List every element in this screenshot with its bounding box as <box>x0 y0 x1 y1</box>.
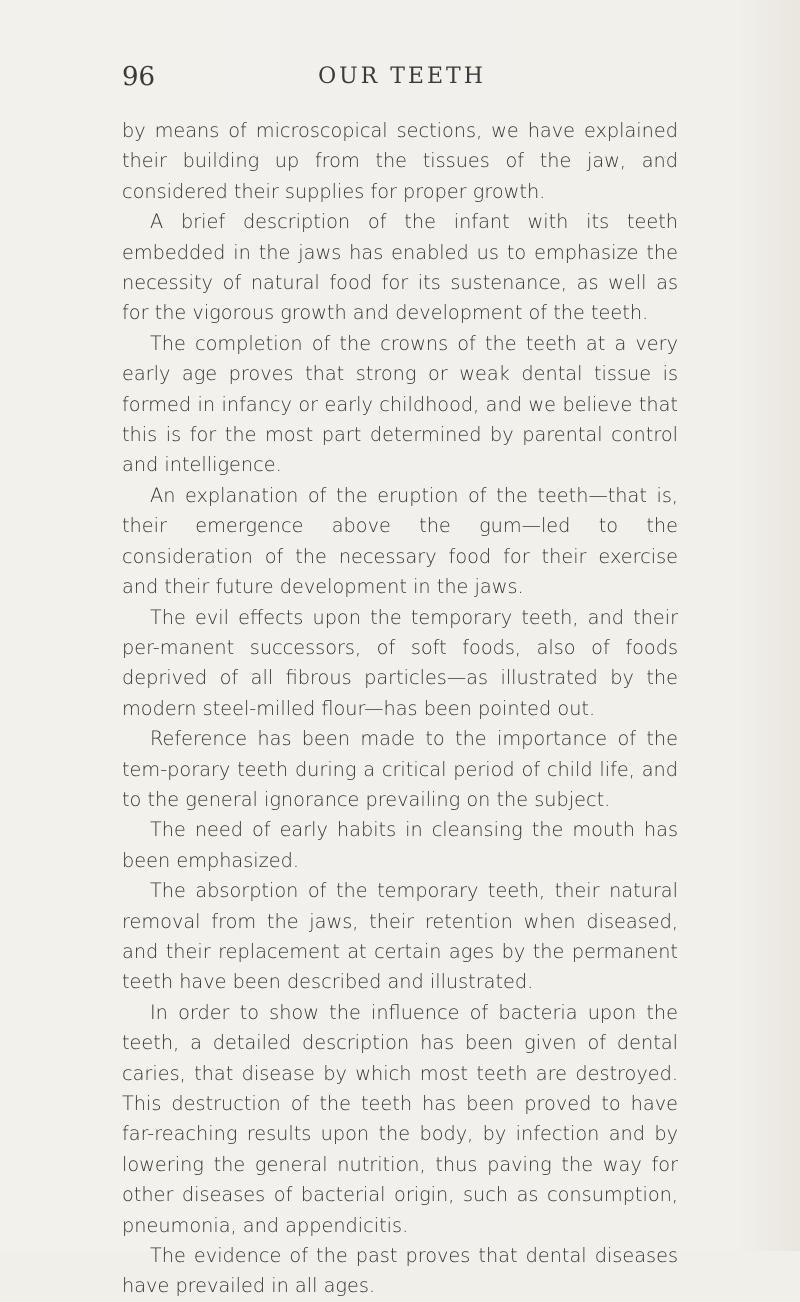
paragraph: An explanation of the eruption of the teeth—that is, their emergence above the gum—led to the consideration of the necessary food for their exercise and their future development in the jaws. <box>122 483 678 599</box>
paragraph: The absorption of the temporary teeth, their natural removal from the jaws, their retention when diseased, and their replacement at certain ages by the permanent teeth have been described and illustrated. <box>122 879 678 994</box>
body-text <box>122 116 678 1302</box>
page-number: 96 <box>122 62 156 92</box>
paragraph: The completion of the crowns of the teeth at a very early age proves that strong or weak dental tissue is formed in infancy or early childhood, and we believe that this is for the most part determined by parental control and intelligence. <box>122 331 678 477</box>
paragraph: Reference has been made to the importance of the tem-porary teeth during a critical period of child life, and to the general ignorance prevailing on the subject. <box>122 727 678 811</box>
paragraph: The need of early habits in cleansing the mouth has been emphasized. <box>122 818 678 872</box>
running-title: OUR TEETH <box>318 64 486 89</box>
paragraph: The evidence of the past proves that dental diseases have prevailed in all ages. <box>122 1244 678 1298</box>
paragraph: The evil effects upon the temporary teeth, and their per-manent successors, of soft foods, also of foods deprived of all fibrous particles—as illustrated by the modern steel-milled flour—has been pointed out. <box>122 605 678 720</box>
page-header <box>122 62 682 102</box>
paragraph: In order to show the influence of bacteria upon the teeth, a detailed description has been given of dental caries, that disease by which most teeth are destroyed. This destruction of the teeth has been proved to have far-reaching results upon the body, by infection and by lowering the general nutrition, thus paving the way for other diseases of bacterial origin, such as consumption, pneumonia, and appendicitis. <box>122 1000 678 1237</box>
paragraph: A brief description of the infant with its teeth embedded in the jaws has enabled us to emphasize the necessity of natural food for its sustenance, as well as for the vigorous growth and development of the teeth. <box>122 210 678 325</box>
paragraph: by means of microscopical sections, we have explained their building up from the tissues of the jaw, and considered their supplies for proper growth. <box>122 119 678 203</box>
